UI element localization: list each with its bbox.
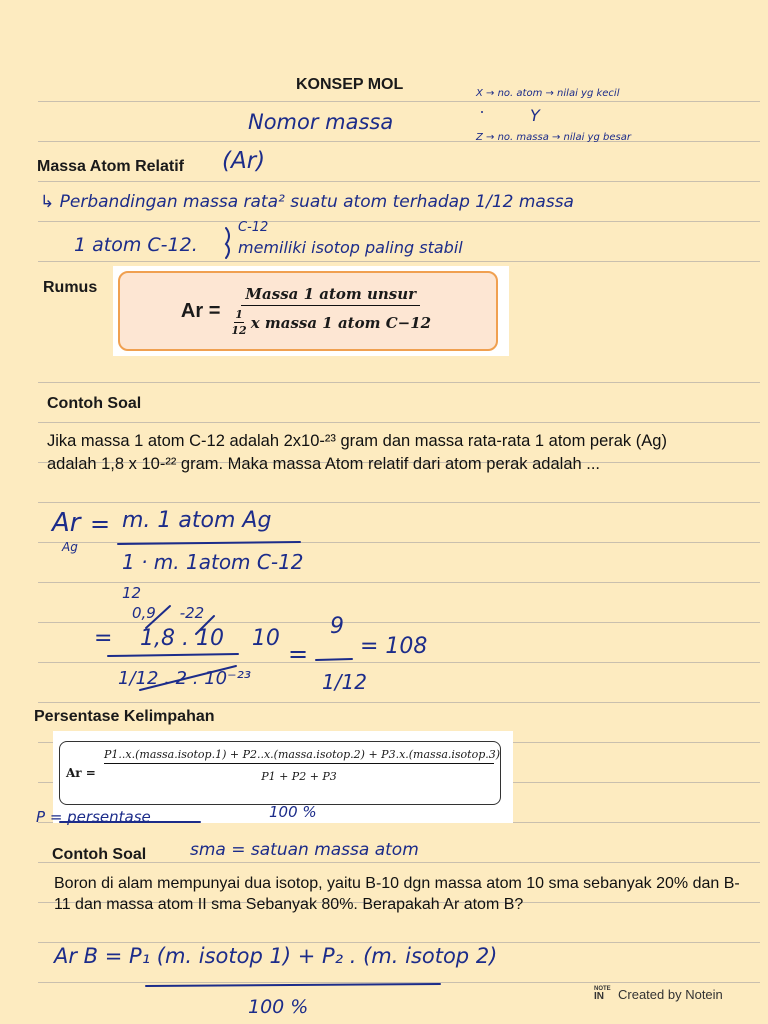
contoh-soal-2-question: Boron di alam mempunyai dua isotop, yaitu B-10 dgn massa atom 10 sma sebanyak 20% dan B-11 dan massa atom II sma Sebanyak 80%. Berapakah Ar atom B? <box>54 875 740 913</box>
stroke-fraction-bar-3 <box>316 659 352 660</box>
heading-contoh-soal-2: Contoh Soal <box>52 846 147 863</box>
rumus-den-text: x massa 1 atom C−12 <box>250 313 432 332</box>
logo-top-text: NOTE <box>594 986 611 992</box>
hand-step-numerator: 1,8 . 10 10 <box>140 626 280 651</box>
hand-sma-note: sma = satuan massa atom <box>190 840 419 860</box>
hand-p-persentase: P = persentase <box>36 808 151 826</box>
rule-line <box>38 382 760 383</box>
rule-line <box>38 542 760 543</box>
rule-line <box>38 622 760 623</box>
hand-c12: C-12 <box>238 220 269 235</box>
hand-eq-1: = <box>90 510 111 538</box>
hand-ar-ag: Ar <box>52 508 81 538</box>
hand-ag-sub: Ag <box>62 540 78 554</box>
hand-step-eq: = <box>94 626 113 651</box>
notein-logo-icon <box>594 986 612 1002</box>
heading-contoh-soal-1: Contoh Soal <box>47 395 142 412</box>
rumus-denominator <box>226 306 435 337</box>
rumus-formula-box <box>118 271 498 351</box>
rule-line <box>38 942 760 943</box>
rumus-panel <box>113 266 509 356</box>
kelimpahan-numerator: P1..x.(massa.isotop.1) + P2..x.(massa.isotop.2) + P3.x.(massa.isotop.3) <box>104 748 494 764</box>
hand-numerator-ag: m. 1 atom Ag <box>122 508 272 533</box>
rumus-lhs: Ar = <box>180 299 221 322</box>
kelimpahan-denominator: P1 + P2 + P3 <box>261 770 337 783</box>
rule-line <box>38 702 760 703</box>
hand-y-note: Y <box>530 106 540 125</box>
hand-denominator-c12: 1 · m. 1atom C-12 <box>122 550 304 574</box>
rule-line <box>38 221 760 222</box>
kelimpahan-formula-box <box>59 741 501 805</box>
logo-bottom-text: IN <box>594 991 604 1002</box>
hand-nomor-massa: Nomor massa <box>248 110 394 134</box>
rumus-den-frac-den: 12 <box>231 324 247 337</box>
hand-definition-line1: ↳ Perbandingan massa rata² suatu atom terhadap 1/12 massa <box>40 192 574 212</box>
hand-nine: 9 <box>330 614 344 639</box>
contoh-soal-1-question: Jika massa 1 atom C-12 adalah 2x10-²³ gram dan massa rata-rata 1 atom perak (Ag) adalah 1,8 x 10-²² gram. Maka massa Atom relatif dari atom perak adalah ... <box>47 432 667 473</box>
rule-line <box>38 101 760 102</box>
rule-line <box>38 582 760 583</box>
hand-definition-line2: 1 atom C-12. <box>74 234 198 256</box>
hand-result-108: = 108 <box>360 634 428 659</box>
stroke-fraction-bar-2 <box>108 654 238 656</box>
hand-arb-denominator: 100 % <box>248 996 309 1018</box>
rule-line <box>38 662 760 663</box>
hand-z-note: Z → no. massa → nilai yg besar <box>476 132 631 143</box>
rule-line <box>38 181 760 182</box>
footer-watermark <box>594 986 723 1002</box>
hand-isotop-stabil: memiliki isotop paling stabil <box>238 238 463 257</box>
hand-step-top: 0,9 -22 <box>132 604 205 622</box>
hand-eq-2: = <box>288 640 309 668</box>
rule-line <box>38 261 760 262</box>
hand-twelve: 12 <box>122 584 142 602</box>
kelimpahan-lhs: Ar = <box>66 766 96 780</box>
heading-rumus: Rumus <box>43 279 98 296</box>
hand-one-twelfth: 1/12 <box>322 670 367 694</box>
rule-line <box>38 422 760 423</box>
heading-persentase-kelimpahan: Persentase Kelimpahan <box>34 708 215 725</box>
page-title: KONSEP MOL <box>296 76 404 93</box>
rumus-den-frac-num: 1 <box>235 308 243 321</box>
stroke-fraction-bar-4 <box>146 984 440 986</box>
heading-massa-atom-relatif: Massa Atom Relatif <box>37 158 184 175</box>
rule-line <box>38 502 760 503</box>
rumus-numerator: Massa 1 atom unsur <box>241 285 420 306</box>
hand-arb-formula: Ar B = P₁ (m. isotop 1) + P₂ . (m. isotop 2) <box>54 944 498 968</box>
rule-line <box>38 862 760 863</box>
footer-text: Created by Notein <box>618 986 723 1002</box>
rule-line <box>38 982 760 983</box>
hand-ar: (Ar) <box>222 148 266 174</box>
rumus-fraction <box>226 285 435 337</box>
hand-100-percent: 100 % <box>269 803 317 821</box>
rumus-one-twelfth <box>230 308 247 337</box>
hand-x-note: X → no. atom → nilai yg kecil <box>476 88 620 99</box>
hand-step-denominator: 1/12 . 2 . 10⁻²³ <box>118 668 252 689</box>
stroke-brace <box>226 228 229 258</box>
